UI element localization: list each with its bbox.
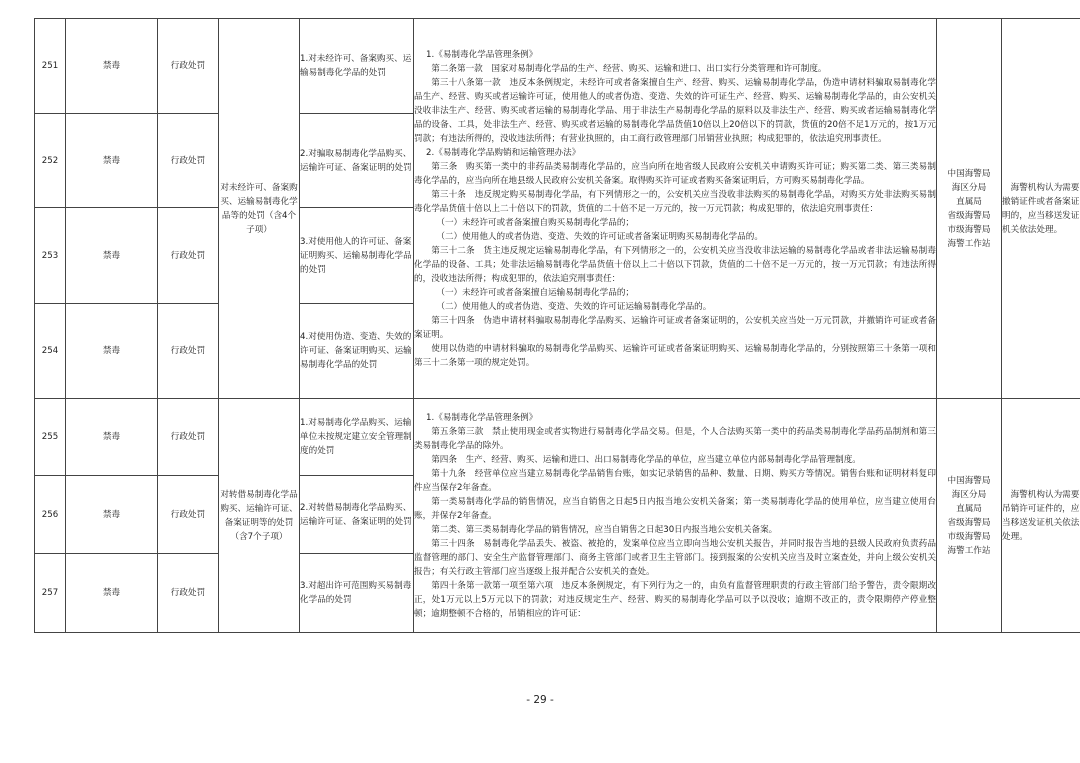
legal-basis-paragraph: 1.《易制毒化学品管理条例》 bbox=[426, 49, 538, 60]
agency-line: 省级海警局 bbox=[947, 210, 991, 221]
sub-item-cell: 4.对使用伪造、变造、失效的许可证、备案证明购买、运输易制毒化学品的处罚 bbox=[300, 304, 414, 399]
row-number: 254 bbox=[35, 304, 66, 399]
agency-line: 海区分局 bbox=[951, 182, 987, 193]
legal-basis-paragraph: 2.《易制毒化学品购销和运输管理办法》 bbox=[426, 147, 581, 158]
agency-line: 海警工作站 bbox=[947, 238, 991, 249]
power-type-cell: 行政处罚 bbox=[158, 19, 219, 114]
power-type-cell: 行政处罚 bbox=[158, 554, 219, 633]
item-title-cell: 对转借易制毒化学品购买、运输许可证、备案证明等的处罚（含7个子项） bbox=[219, 399, 300, 633]
legal-basis-paragraph: 第四十条第一款第一项至第六项 违反本条例规定，有下列行为之一的，由负有监督管理职责的行政主管部门给予警告，责令限期改正，处1万元以上5万元以下的罚款；对违反规定生产、经营、购买的易制毒化学品可以予以没收；逾期不改正的，责令限期停产停业整顿；逾期整顿不合格的，吊销相应的许可证： bbox=[414, 580, 936, 619]
legal-basis-paragraph: （二）使用他人的或者伪造、变造、失效的许可证运输易制毒化学品的。 bbox=[436, 301, 712, 312]
legal-basis-paragraph: （一）未经许可或者备案擅自购买易制毒化学品的； bbox=[436, 217, 635, 228]
category-cell: 禁毒 bbox=[66, 476, 158, 554]
row-number: 257 bbox=[35, 554, 66, 633]
legal-basis-paragraph: 第四条 生产、经营、购买、运输和进口、出口易制毒化学品的单位，应当建立单位内部易制毒化学品管理制度。 bbox=[431, 454, 861, 465]
legal-basis-paragraph: 第十九条 经营单位应当建立易制毒化学品销售台账，如实记录销售的品种、数量、日期、购买方等情况。销售台账和证明材料复印件应当保存2年备查。 bbox=[414, 468, 936, 493]
authority-list-table bbox=[34, 18, 1080, 633]
sub-item-cell: 3.对使用他人的许可证、备案证明购买、运输易制毒化学品的处罚 bbox=[300, 208, 414, 304]
agency-line: 市级海警局 bbox=[947, 531, 991, 542]
category-cell: 禁毒 bbox=[66, 399, 158, 476]
category-cell: 禁毒 bbox=[66, 304, 158, 399]
category-cell: 禁毒 bbox=[66, 114, 158, 208]
sub-item-cell: 2.对转借易制毒化学品购买、运输许可证、备案证明的处罚 bbox=[300, 476, 414, 554]
implementing-agency-cell bbox=[937, 19, 1002, 399]
agency-line: 直属局 bbox=[956, 503, 982, 514]
power-type-cell: 行政处罚 bbox=[158, 476, 219, 554]
row-number: 251 bbox=[35, 19, 66, 114]
legal-basis-paragraph: 第三十四条 伪造申请材料骗取易制毒化学品购买、运输许可证或者备案证明的，公安机关应当处一万元罚款，并撤销许可证或者备案证明。 bbox=[414, 315, 936, 340]
table-body bbox=[35, 19, 1080, 633]
remarks-cell: 海警机构认为需要吊销许可证件的，应当移送发证机关依法处理。 bbox=[1002, 399, 1080, 633]
remarks-cell: 海警机构认为需要撤销证件或者备案证明的，应当移送发证机关依法处理。 bbox=[1002, 19, 1080, 399]
power-type-cell: 行政处罚 bbox=[158, 208, 219, 304]
legal-basis-cell bbox=[414, 399, 937, 633]
power-type-cell: 行政处罚 bbox=[158, 304, 219, 399]
sub-item-cell: 1.对易制毒化学品购买、运输单位未按规定建立安全管理制度的处罚 bbox=[300, 399, 414, 476]
legal-basis-paragraph: 第三条 购买第一类中的非药品类易制毒化学品的，应当向所在地省级人民政府公安机关申请购买许可证；购买第二类、第三类易制毒化学品的，应当向所在地县级人民政府公安机关备案。取得购买许可证或者购买备案证明后，方可购买易制毒化学品。 bbox=[414, 161, 936, 186]
sub-item-cell: 3.对超出许可范围购买易制毒化学品的处罚 bbox=[300, 554, 414, 633]
row-number: 252 bbox=[35, 114, 66, 208]
power-type-cell: 行政处罚 bbox=[158, 114, 219, 208]
agency-line: 中国海警局 bbox=[947, 475, 991, 486]
legal-basis-paragraph: 1.《易制毒化学品管理条例》 bbox=[426, 412, 538, 423]
agency-line: 中国海警局 bbox=[947, 168, 991, 179]
agency-line: 海警工作站 bbox=[947, 545, 991, 556]
sub-item-cell: 1.对未经许可、备案购买、运输易制毒化学品的处罚 bbox=[300, 19, 414, 114]
table-row bbox=[35, 399, 1080, 476]
power-type-cell: 行政处罚 bbox=[158, 399, 219, 476]
category-cell: 禁毒 bbox=[66, 19, 158, 114]
page-number: - 29 - bbox=[526, 694, 554, 706]
legal-basis-paragraph: （一）未经许可或者备案擅自运输易制毒化学品的； bbox=[436, 287, 635, 298]
legal-basis-paragraph: 第三十二条 货主违反规定运输易制毒化学品，有下列情形之一的，公安机关应当没收非法运输的易制毒化学品或者非法运输易制毒化学品的设备、工具；处非法运输易制毒化学品货值十倍以上二十倍以下罚款，货值的二十倍不足一万元的，按一万元罚款；有违法所得的，没收违法所得；构成犯罪的，依法追究刑事责任： bbox=[414, 245, 936, 284]
agency-line: 直属局 bbox=[956, 196, 982, 207]
legal-basis-paragraph: （二）使用他人的或者伪造、变造、失效的许可证或者备案证明购买易制毒化学品的。 bbox=[436, 231, 763, 242]
legal-basis-paragraph: 第一类易制毒化学品的销售情况，应当自销售之日起5日内报当地公安机关备案；第一类易制毒化学品的使用单位，应当建立使用台账，并保存2年备查。 bbox=[414, 496, 936, 521]
sub-item-cell: 2.对骗取易制毒化学品购买、运输许可证、备案证明的处罚 bbox=[300, 114, 414, 208]
legal-basis-paragraph: 使用以伪造的申请材料骗取的易制毒化学品购买、运输许可证或者备案证明购买、运输易制毒化学品的，分别按照第三十条第一项和第三十二条第一项的规定处罚。 bbox=[414, 343, 936, 368]
legal-basis-paragraph: 第五条第三款 禁止使用现金或者实物进行易制毒化学品交易。但是，个人合法购买第一类中的药品类易制毒化学品药品制剂和第三类易制毒化学品的除外。 bbox=[414, 426, 936, 451]
legal-basis-paragraph: 第三十条 违反规定购买易制毒化学品，有下列情形之一的，公安机关应当没收非法购买的易制毒化学品，对购买方处非法购买易制毒化学品货值十倍以上二十倍以下的罚款，货值的二十倍不足一万元的，按一万元罚款；构成犯罪的，依法追究刑事责任： bbox=[414, 189, 936, 214]
agency-line: 省级海警局 bbox=[947, 517, 991, 528]
legal-basis-paragraph: 第二条第一款 国家对易制毒化学品的生产、经营、购买、运输和进口、出口实行分类管理和许可制度。 bbox=[431, 63, 827, 74]
row-number: 253 bbox=[35, 208, 66, 304]
row-number: 256 bbox=[35, 476, 66, 554]
legal-basis-paragraph: 第三十八条第一款 违反本条例规定，未经许可或者备案擅自生产、经营、购买、运输易制毒化学品，伪造申请材料骗取易制毒化学品生产、经营、购买或者运输许可证，使用他人的或者伪造、变造、失效的许可证生产、经营、购买、运输易制毒化学品的，由公安机关没收非法生产、经营、购买或者运输的易制毒化学品、用于非法生产易制毒化学品的原料以及非法生产、经营、购买或者运输易制毒化学品的设备、工具，处非法生产、经营、购买或者运输的易制毒化学品货值10倍以上20倍以下的罚款，货值的20倍不足1万元的，按1万元罚款；有违法所得的，没收违法所得；有营业执照的，由工商行政管理部门吊销营业执照；构成犯罪的，依法追究刑事责任。 bbox=[414, 77, 936, 144]
agency-line: 海区分局 bbox=[951, 489, 987, 500]
implementing-agency-cell bbox=[937, 399, 1002, 633]
legal-basis-paragraph: 第二类、第三类易制毒化学品的销售情况，应当自销售之日起30日内报当地公安机关备案。 bbox=[431, 524, 778, 535]
category-cell: 禁毒 bbox=[66, 208, 158, 304]
category-cell: 禁毒 bbox=[66, 554, 158, 633]
table-row bbox=[35, 19, 1080, 114]
item-title-cell: 对未经许可、备案购买、运输易制毒化学品等的处罚（含4个子项） bbox=[219, 19, 300, 399]
legal-basis-cell bbox=[414, 19, 937, 399]
row-number: 255 bbox=[35, 399, 66, 476]
legal-basis-paragraph: 第三十四条 易制毒化学品丢失、被盗、被抢的，发案单位应当立即向当地公安机关报告，并同时报告当地的县级人民政府负责药品监督管理的部门、安全生产监督管理部门、商务主管部门或者卫生主管部门。接到报案的公安机关应当及时立案查处，并向上级公安机关报告；有关行政主管部门应当逐级上报并配合公安机关的查处。 bbox=[414, 538, 936, 577]
agency-line: 市级海警局 bbox=[947, 224, 991, 235]
